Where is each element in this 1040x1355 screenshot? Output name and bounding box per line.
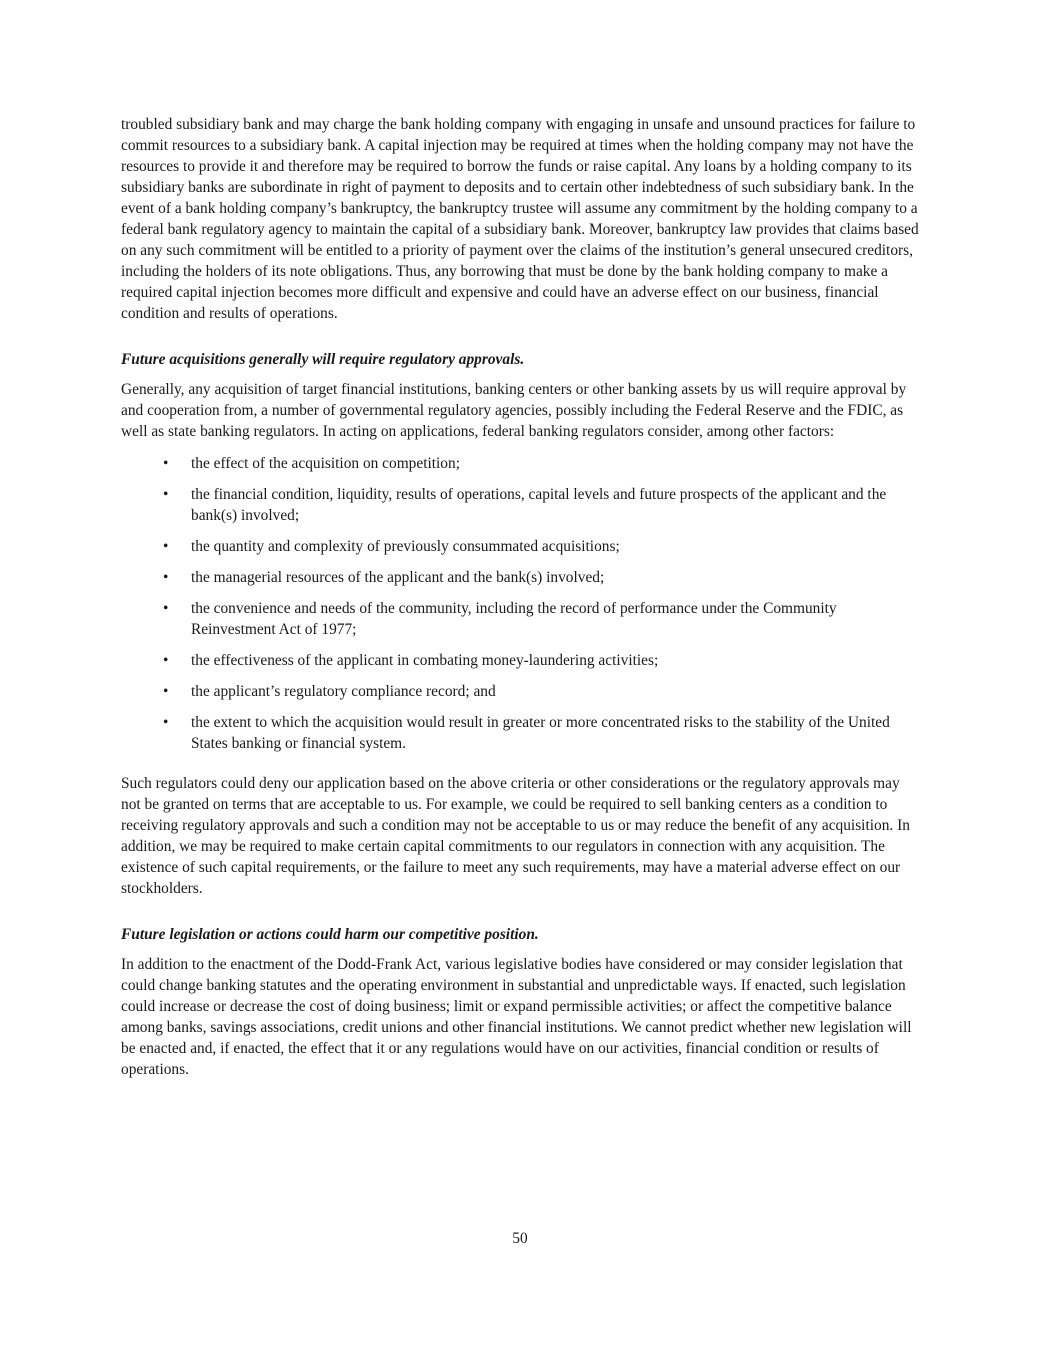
list-item (121, 536, 921, 557)
list-item-text: the managerial resources of the applicant and the bank(s) involved; (191, 569, 605, 586)
list-item (121, 650, 921, 671)
list-item-text: the quantity and complexity of previously consummated acquisitions; (191, 538, 620, 555)
bullet-icon: • (163, 569, 169, 586)
list-item (121, 712, 921, 754)
paragraph-legislation: In addition to the enactment of the Dodd-Frank Act, various legislative bodies have considered or may consider legislation that could change banking statutes and the operating environment in substantial and unpredictable ways. If enacted, such legislation could increase or decrease the cost of doing business; limit or expand permissible activities; or affect the competitive balance among banks, savings associations, credit unions and other financial institutions. We cannot predict whether new legislation will be enacted and, if enacted, the effect that it or any regulations would have on our activities, financial condition or results of operations. (121, 956, 912, 1078)
list-item-text: the effect of the acquisition on competition; (191, 455, 460, 472)
section-heading-acquisitions: Future acquisitions generally will require regulatory approvals. (121, 351, 525, 368)
list-item (121, 681, 921, 702)
list-item-text: the effectiveness of the applicant in combating money-laundering activities; (191, 652, 659, 669)
list-item (121, 567, 921, 588)
list-item-text: the financial condition, liquidity, results of operations, capital levels and future prospects of the applicant and the bank(s) involved; (191, 486, 887, 524)
document-page (121, 114, 921, 1091)
paragraph-acquisitions-intro: Generally, any acquisition of target financial institutions, banking centers or other banking assets by us will require approval by and cooperation from, a number of governmental regulatory agencies, possibly including the Federal Reserve and the FDIC, as well as state banking regulators. In acting on applications, federal banking regulators consider, among other factors: (121, 381, 907, 440)
list-item-text: the extent to which the acquisition would result in greater or more concentrated risks to the stability of the United States banking or financial system. (191, 714, 890, 752)
bullet-icon: • (163, 714, 169, 731)
bullet-icon: • (163, 683, 169, 700)
list-item (121, 484, 921, 526)
factor-list (121, 453, 921, 754)
bullet-icon: • (163, 652, 169, 669)
bullet-icon: • (163, 486, 169, 503)
list-item (121, 598, 921, 640)
bullet-icon: • (163, 455, 169, 472)
list-item-text: the applicant’s regulatory compliance record; and (191, 683, 496, 700)
paragraph-acquisitions-risk: Such regulators could deny our application based on the above criteria or other considerations or the regulatory approvals may not be granted on terms that are acceptable to us. For example, we could be required to sell banking centers as a condition to receiving regulatory approvals and such a condition may not be acceptable to us or may reduce the benefit of any acquisition. In addition, we may be required to make certain capital commitments to our regulators in connection with any acquisition. The existence of such capital requirements, or the failure to meet any such requirements, may have a material adverse effect on our stockholders. (121, 775, 910, 897)
page-number: 50 (512, 1230, 528, 1247)
bullet-icon: • (163, 538, 169, 555)
paragraph-intro: troubled subsidiary bank and may charge the bank holding company with engaging in unsafe and unsound practices for failure to commit resources to a subsidiary bank. A capital injection may be required at times when the holding company may not have the resources to provide it and therefore may be required to borrow the funds or raise capital. Any loans by a holding company to its subsidiary banks are subordinate in right of payment to deposits and to certain other indebtedness of such subsidiary bank. In the event of a bank holding company’s bankruptcy, the bankruptcy trustee will assume any commitment by the holding company to a federal bank regulatory agency to maintain the capital of a subsidiary bank. Moreover, bankruptcy law provides that claims based on any such commitment will be entitled to a priority of payment over the claims of the institution’s general unsecured creditors, including the holders of its note obligations. Thus, any borrowing that must be done by the bank holding company to make a required capital injection becomes more difficult and expensive and could have an adverse effect on our business, financial condition and results of operations. (121, 116, 919, 322)
list-item-text: the convenience and needs of the community, including the record of performance under the Community Reinvestment Act of 1977; (191, 600, 837, 638)
section-heading-legislation: Future legislation or actions could harm our competitive position. (121, 926, 539, 943)
bullet-icon: • (163, 600, 169, 617)
list-item (121, 453, 921, 474)
